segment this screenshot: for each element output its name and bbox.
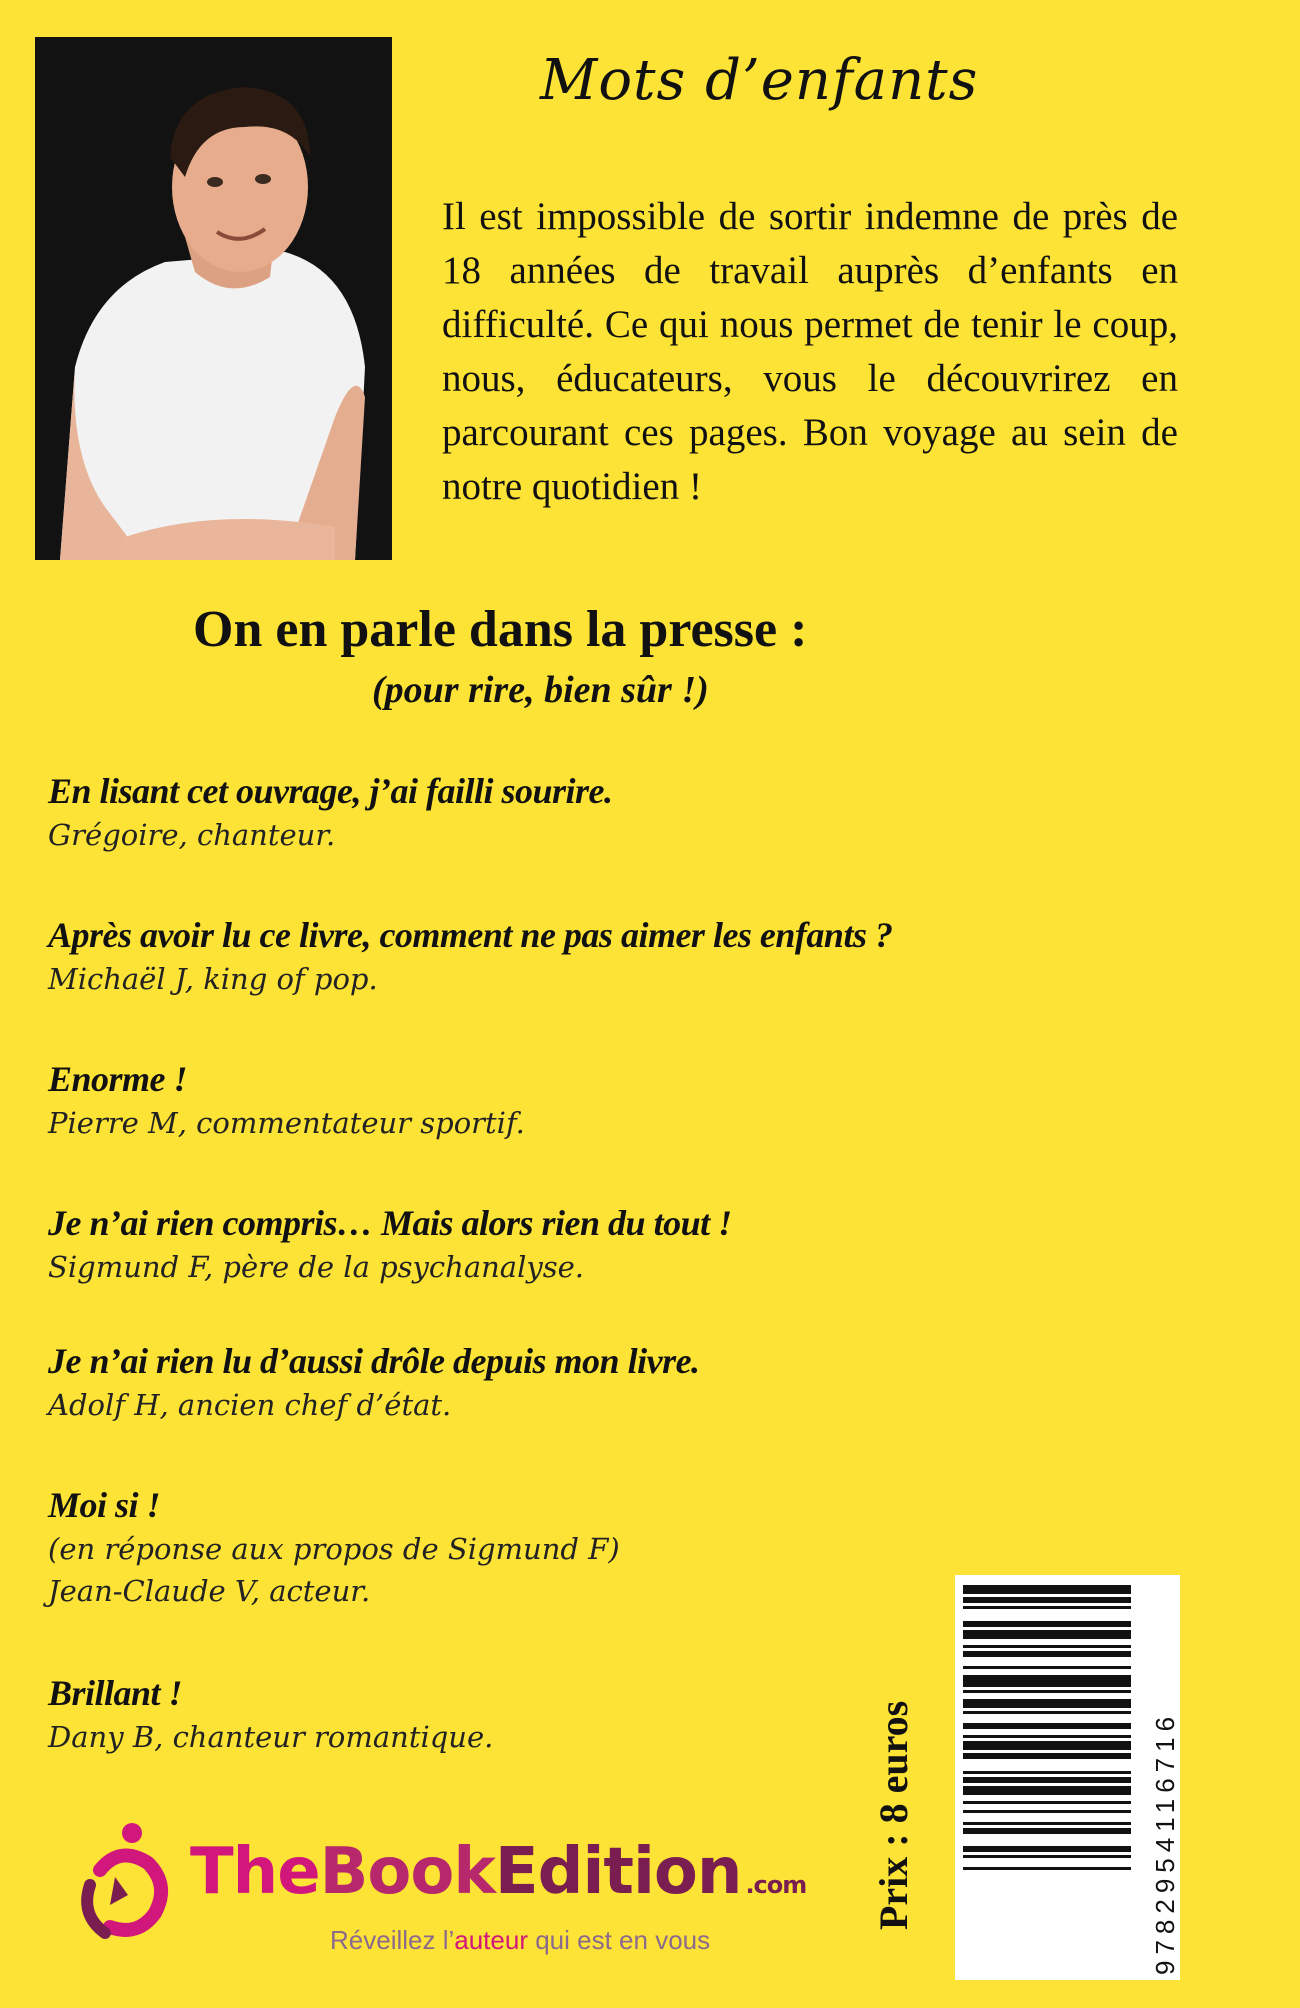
- barcode-bar: [963, 1753, 1131, 1759]
- quote-text: Je n’ai rien lu d’aussi drôle depuis mon livre.: [48, 1341, 700, 1381]
- barcode-bar: [963, 1771, 1131, 1774]
- quote-note: (en réponse aux propos de Sigmund F): [48, 1532, 620, 1566]
- quote-author: Adolf H, ancien chef d’état.: [48, 1388, 452, 1422]
- quote-author: Grégoire, chanteur.: [48, 818, 336, 852]
- barcode-bar: [963, 1606, 1131, 1609]
- barcode-bar: [963, 1690, 1131, 1693]
- barcode-bar: [963, 1846, 1131, 1852]
- logo-book: Book: [319, 1835, 495, 1909]
- barcode-bar: [963, 1801, 1131, 1804]
- barcode-bar: [963, 1786, 1131, 1795]
- quote-author: Jean-Claude V, acteur.: [48, 1574, 371, 1608]
- barcode-bar: [963, 1630, 1131, 1639]
- book-title: Mots d’enfants: [540, 48, 979, 113]
- press-subheading: (pour rire, bien sûr !): [372, 669, 709, 711]
- quote-text: Moi si !: [48, 1485, 161, 1525]
- press-quote: [48, 1200, 1128, 1288]
- quote-text: En lisant cet ouvrage, j’ai failli sourire.: [48, 771, 613, 811]
- quote-author: Michaël J, king of pop.: [48, 962, 378, 996]
- quote-author: Dany B, chanteur romantique.: [48, 1720, 494, 1754]
- press-quote: [48, 1338, 1128, 1426]
- quote-text: Après avoir lu ce livre, comment ne pas aimer les enfants ?: [48, 915, 893, 955]
- tagline-post: qui est en vous: [528, 1925, 711, 1955]
- press-quote: [48, 1056, 1128, 1144]
- logo-the: The: [190, 1835, 320, 1909]
- barcode-bar: [963, 1597, 1131, 1603]
- publisher-logo-icon: [60, 1815, 180, 1945]
- quote-text: Enorme !: [48, 1059, 188, 1099]
- publisher-tagline: [330, 1925, 710, 1956]
- barcode-bar: [963, 1828, 1131, 1834]
- barcode: [955, 1575, 1180, 1980]
- barcode-bar: [963, 1810, 1131, 1813]
- barcode-bar: [963, 1822, 1131, 1825]
- barcode-bar: [963, 1741, 1131, 1750]
- publisher-logo: [60, 1815, 860, 1975]
- barcode-bar: [963, 1651, 1131, 1657]
- author-photo: [35, 37, 392, 560]
- barcode-bar: [963, 1723, 1131, 1729]
- tagline-accent: auteur: [454, 1925, 528, 1955]
- barcode-bar: [963, 1855, 1131, 1858]
- quote-author: Pierre M, commentateur sportif.: [48, 1106, 525, 1140]
- press-quote: [48, 768, 1128, 856]
- press-heading: On en parle dans la presse :: [193, 601, 808, 658]
- barcode-bar: [963, 1585, 1131, 1594]
- barcode-bar: [963, 1621, 1131, 1627]
- barcode-bar: [963, 1735, 1131, 1738]
- press-quote: [48, 912, 1128, 1000]
- barcode-bar: [963, 1711, 1131, 1714]
- barcode-bar: [963, 1699, 1131, 1708]
- publisher-logo-text: [190, 1835, 806, 1909]
- barcode-bar: [963, 1777, 1131, 1783]
- barcode-bar: [963, 1867, 1131, 1870]
- price-label: Prix : 8 euros: [871, 1700, 916, 1930]
- quote-text: Brillant !: [48, 1673, 183, 1713]
- barcode-digits: 9782954116716: [1150, 1710, 1180, 1975]
- barcode-bar: [963, 1675, 1131, 1687]
- barcode-bars: [955, 1575, 1180, 1980]
- logo-edition: Edition: [494, 1835, 742, 1909]
- back-cover-blurb: Il est impossible de sortir indemne de près de 18 années de travail auprès d’enfants en difficulté. Ce qui nous permet de tenir le coup, nous, éducateurs, vous le découvrirez en parcourant ces pages. Bon voyage au sein de notre quotidien !: [442, 195, 1178, 508]
- barcode-bar: [963, 1666, 1131, 1669]
- quote-author: Sigmund F, père de la psychanalyse.: [48, 1250, 585, 1284]
- barcode-bar: [963, 1645, 1131, 1648]
- logo-com: .com: [745, 1871, 807, 1899]
- quote-text: Je n’ai rien compris… Mais alors rien du tout !: [48, 1203, 732, 1243]
- tagline-pre: Réveillez l’: [330, 1925, 455, 1955]
